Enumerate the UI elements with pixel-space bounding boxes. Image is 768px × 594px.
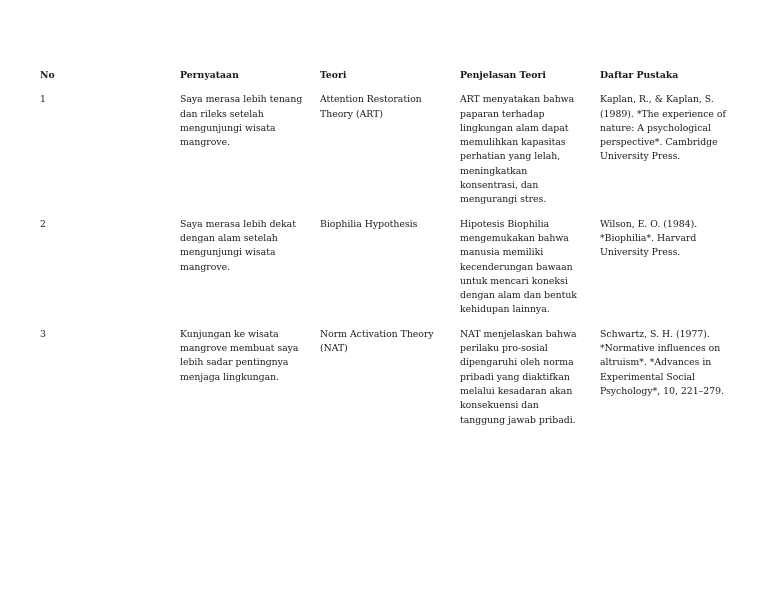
cell-penjelasan: Hipotesis Biophilia mengemukakan bahwa manusia memiliki kecenderungan bawaan untuk mencari koneksi dengan alam dan bentuk kehidupan lainnya. (460, 218, 577, 316)
cell-pustaka: Wilson, E. O. (1984). *Biophilia*. Harvard University Press. (600, 218, 698, 259)
cell-pustaka: Schwartz, S. H. (1977). *Normative influences on altruism*. *Advances in Experimental Social Psychology*, 10, 221–279. (600, 328, 724, 397)
table-row (40, 93, 740, 217)
cell-no: 1 (40, 94, 46, 106)
header-daftar-pustaka: Daftar Pustaka (600, 70, 679, 81)
cell-teori: Norm Activation Theory (NAT) (320, 328, 434, 355)
header-no: No (40, 70, 55, 81)
table-row (40, 218, 740, 328)
cell-no: 3 (40, 328, 46, 340)
cell-pernyataan: Saya merasa lebih dekat dengan alam setelah mengunjungi wisata mangrove. (180, 218, 296, 273)
cell-penjelasan: ART menyatakan bahwa paparan terhadap lingkungan alam dapat memulihkan kapasitas perhatian yang lelah, meningkatkan konsentrasi, dan mengurangi stres. (460, 94, 575, 206)
table-row (40, 328, 740, 438)
header-penjelasan-teori: Penjelasan Teori (460, 70, 546, 81)
cell-pernyataan: Saya merasa lebih tenang dan rileks setelah mengunjungi wisata mangrove. (180, 94, 303, 149)
cell-penjelasan: NAT menjelaskan bahwa perilaku pro-sosial dipengaruhi oleh norma pribadi yang diaktifkan melalui kesadaran akan konsekuensi dan tanggung jawab pribadi. (460, 328, 577, 426)
cell-pustaka: Kaplan, R., & Kaplan, S. (1989). *The experience of nature: A psychological perspective*. Cambridge University Press. (600, 94, 726, 163)
cell-no: 2 (40, 218, 46, 230)
header-teori: Teori (320, 70, 347, 81)
cell-teori: Attention Restoration Theory (ART) (320, 94, 422, 120)
theory-table (40, 69, 740, 438)
header-pernyataan: Pernyataan (180, 70, 239, 81)
document-page (40, 69, 740, 438)
cell-pernyataan: Kunjungan ke wisata mangrove membuat saya lebih sadar pentingnya menjaga lingkungan. (180, 328, 299, 383)
cell-teori: Biophilia Hypothesis (320, 218, 418, 230)
table-header-row (40, 69, 740, 93)
